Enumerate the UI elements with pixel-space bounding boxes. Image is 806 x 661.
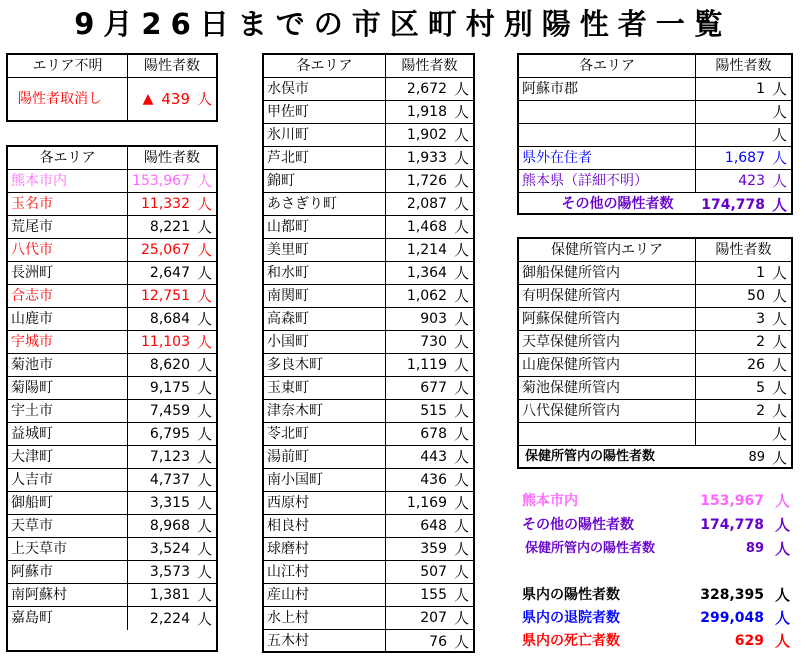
unit-label: 人: [196, 264, 212, 282]
unit-label: 人: [453, 126, 469, 144]
positive-count: 25,067: [141, 242, 190, 258]
unit-label: 人: [771, 172, 787, 190]
area-name: 玉東町: [264, 377, 386, 399]
summary-health-center: 保健所管内の陽性者数 89 人: [525, 540, 790, 558]
positive-count: 76: [429, 633, 447, 650]
table-row: [8, 170, 216, 193]
area-name: 小国町: [264, 331, 386, 353]
table-row: [264, 515, 473, 538]
summary-discharged: 県内の退院者数 299,048 人: [522, 609, 790, 627]
table-row: [8, 400, 216, 423]
table-row: [264, 216, 473, 239]
area-name: 山江村: [264, 561, 386, 583]
unit-label: 人: [771, 80, 787, 98]
area-name: 御船保健所管内: [519, 262, 696, 284]
summary-kumamoto: 熊本市内 153,967 人: [522, 492, 790, 510]
unit-label: 人: [453, 425, 469, 443]
table-row: [264, 101, 473, 124]
positive-count: 1,381: [149, 587, 190, 603]
unit-label: 人: [196, 448, 212, 466]
unit-label: 人: [771, 425, 787, 443]
unit-label: 人: [453, 172, 469, 190]
unit-label: 人: [453, 241, 469, 259]
positive-count: 26: [747, 357, 765, 373]
area-name: 五木村: [264, 630, 386, 653]
positive-count: 648: [420, 518, 447, 534]
unit-label: 人: [196, 333, 212, 351]
column-header-count: 陽性者数: [144, 58, 200, 74]
area-name: 菊池市: [8, 354, 128, 376]
unit-label: 人: [196, 563, 212, 581]
summary-other: その他の陽性者数 174,778 人: [522, 516, 790, 534]
unit-label: 人: [453, 356, 469, 374]
positive-count: 8,221: [149, 219, 190, 235]
area-name: 高森町: [264, 308, 386, 330]
positive-count: 515: [420, 403, 447, 419]
positive-count: 3: [756, 311, 765, 327]
table-row: [519, 331, 791, 354]
area-name: 甲佐町: [264, 101, 386, 123]
positive-count: 1,687: [724, 150, 765, 166]
table-row: [8, 216, 216, 239]
area-name: 水上村: [264, 607, 386, 629]
other-positive-row: [519, 193, 791, 216]
table-row: [264, 607, 473, 630]
positive-count: 2,647: [149, 265, 190, 281]
column-header-count: 陽性者数: [715, 58, 772, 74]
positive-count: 1,119: [406, 357, 447, 373]
table-row: [8, 262, 216, 285]
area-table-2-header: [264, 55, 473, 78]
area-name: 玉名市: [8, 193, 128, 215]
positive-count: 730: [420, 334, 447, 350]
table-row: [264, 538, 473, 561]
positive-count: 207: [420, 610, 447, 626]
health-center-total-row: [519, 446, 791, 469]
unit-label: 人: [196, 379, 212, 397]
area-name: 熊本市内: [8, 170, 128, 192]
area-name: 菊陽町: [8, 377, 128, 399]
table-row: [519, 78, 791, 101]
unit-label: 人: [453, 80, 469, 98]
area-name: 湯前町: [264, 446, 386, 468]
unit-label: 人: [771, 402, 787, 420]
area-name: 球磨村: [264, 538, 386, 560]
area-name: 合志市: [8, 285, 128, 307]
table-row: [264, 147, 473, 170]
area-name: 南阿蘇村: [8, 584, 128, 606]
area-name: 苓北町: [264, 423, 386, 445]
positive-count: 50: [747, 288, 765, 304]
unit-label: 人: [196, 287, 212, 305]
table-row: [264, 170, 473, 193]
positive-count: 1,933: [406, 150, 447, 166]
summary-positive: 県内の陽性者数 328,395 人: [522, 586, 790, 604]
positive-count: 1,918: [406, 104, 447, 120]
table-row: [8, 538, 216, 561]
positive-count: 507: [420, 564, 447, 580]
area-name: 産山村: [264, 584, 386, 606]
unit-label: 人: [196, 425, 212, 443]
table-row: [264, 308, 473, 331]
table-row: [519, 101, 791, 124]
table-row: [264, 584, 473, 607]
table-row: [264, 469, 473, 492]
unit-label: 人: [771, 356, 787, 374]
unit-label: 人: [196, 494, 212, 512]
positive-count: 3,573: [149, 564, 190, 580]
positive-count: 8,968: [149, 518, 190, 534]
area-name: 嘉島町: [8, 607, 128, 630]
area-name: 阿蘇市郡: [519, 78, 696, 100]
column-header-area: 各エリア: [519, 55, 696, 77]
table-row: [519, 308, 791, 331]
positive-count: 2,672: [406, 81, 447, 97]
table-row: [519, 124, 791, 147]
cancelled-positive-label: 陽性者取消し: [8, 78, 128, 121]
area-name: 西原村: [264, 492, 386, 514]
table-row: [8, 515, 216, 538]
unknown-area-header: [8, 55, 216, 78]
area-name: 上天草市: [8, 538, 128, 560]
table-row: [264, 561, 473, 584]
positive-count: 1,726: [406, 173, 447, 189]
table-row: [519, 377, 791, 400]
table-row: [8, 354, 216, 377]
area-name: あさぎり町: [264, 193, 386, 215]
positive-count: 12,751: [141, 288, 190, 304]
positive-count: 155: [420, 587, 447, 603]
table-row: [8, 308, 216, 331]
table-row: [264, 124, 473, 147]
unit-label: 人: [453, 264, 469, 282]
positive-count: 2,087: [406, 196, 447, 212]
table-row: [519, 170, 791, 193]
table-row: [519, 423, 791, 446]
area-name: 芦北町: [264, 147, 386, 169]
unit-label: 人: [196, 218, 212, 236]
positive-count: 7,459: [149, 403, 190, 419]
positive-count: 2: [756, 334, 765, 350]
column-header-area: エリア不明: [8, 55, 128, 77]
unit-label: 人: [771, 333, 787, 351]
table-row: [519, 400, 791, 423]
table-row: [264, 377, 473, 400]
table-row: [519, 147, 791, 170]
unit-label: 人: [771, 448, 787, 467]
positive-count: 436: [420, 472, 447, 488]
unit-label: 人: [453, 632, 469, 651]
table-row: [519, 285, 791, 308]
area-name: 多良木町: [264, 354, 386, 376]
area-name: 山都町: [264, 216, 386, 238]
positive-count: 6,795: [149, 426, 190, 442]
area-table-1-header: [8, 147, 216, 170]
area-name: 宇土市: [8, 400, 128, 422]
area-name: 熊本県（詳細不明）: [519, 170, 696, 192]
column-header-area: 各エリア: [264, 55, 386, 77]
table-row: [8, 423, 216, 446]
other-positive-value: 174,778: [701, 196, 765, 213]
table-row: [8, 377, 216, 400]
column-header-area: 各エリア: [8, 147, 128, 169]
unit-label: 人: [453, 609, 469, 627]
positive-count: 678: [420, 426, 447, 442]
area-name: 水俣市: [264, 78, 386, 100]
positive-count: 1,062: [406, 288, 447, 304]
area-name: 御船町: [8, 492, 128, 514]
positive-count: 1: [756, 265, 765, 281]
unit-label: 人: [196, 90, 212, 108]
table-row: [264, 423, 473, 446]
unit-label: 人: [196, 586, 212, 604]
column-header-count: 陽性者数: [144, 150, 200, 166]
health-center-table: [517, 237, 793, 469]
unknown-area-row: [8, 78, 216, 121]
area-name: 天草市: [8, 515, 128, 537]
area-name: [519, 101, 696, 123]
triangle-icon: ▲: [142, 91, 154, 107]
area-name: 大津町: [8, 446, 128, 468]
area-table-3: [517, 53, 793, 215]
unit-label: 人: [453, 448, 469, 466]
area-table-2: [262, 53, 475, 653]
area-name: 菊池保健所管内: [519, 377, 696, 399]
area-name: 荒尾市: [8, 216, 128, 238]
area-name: 相良村: [264, 515, 386, 537]
unit-label: 人: [771, 287, 787, 305]
positive-count: 4,737: [149, 472, 190, 488]
table-row: [264, 400, 473, 423]
unit-label: 人: [453, 103, 469, 121]
column-header-area: 保健所管内エリア: [519, 239, 696, 261]
summary-deaths: 県内の死亡者数 629 人: [522, 632, 790, 650]
positive-count: 1,214: [406, 242, 447, 258]
table-row: [8, 607, 216, 630]
unit-label: 人: [196, 356, 212, 374]
positive-count: 1,902: [406, 127, 447, 143]
positive-count: 2,224: [149, 610, 190, 627]
area-name: 天草保健所管内: [519, 331, 696, 353]
area-name: 長洲町: [8, 262, 128, 284]
positive-count: 8,684: [149, 311, 190, 327]
table-row: [264, 446, 473, 469]
positive-count: 7,123: [149, 449, 190, 465]
area-name: 有明保健所管内: [519, 285, 696, 307]
health-center-total-label: 保健所管内の陽性者数: [525, 449, 656, 464]
area-name: 和水町: [264, 262, 386, 284]
health-center-header: [519, 239, 791, 262]
positive-count: 5: [756, 380, 765, 396]
column-header-count: 陽性者数: [401, 58, 458, 74]
unit-label: 人: [453, 517, 469, 535]
area-name: 阿蘇市: [8, 561, 128, 583]
positive-count: 1,468: [406, 219, 447, 235]
table-row: [8, 584, 216, 607]
table-row: [8, 561, 216, 584]
unit-label: 人: [453, 310, 469, 328]
area-name: 津奈木町: [264, 400, 386, 422]
table-row: [264, 331, 473, 354]
unit-label: 人: [453, 494, 469, 512]
table-row: [8, 331, 216, 354]
unit-label: 人: [453, 379, 469, 397]
table-row: [264, 239, 473, 262]
positive-count: 3,524: [149, 541, 190, 557]
table-row: [264, 262, 473, 285]
unit-label: 人: [196, 540, 212, 558]
positive-count: 8,620: [149, 357, 190, 373]
table-row: [8, 446, 216, 469]
area-name: 南関町: [264, 285, 386, 307]
unit-label: 人: [453, 471, 469, 489]
positive-count: 1: [756, 81, 765, 97]
unit-label: 人: [196, 517, 212, 535]
unit-label: 人: [453, 540, 469, 558]
other-positive-label: その他の陽性者数: [561, 196, 674, 212]
unit-label: 人: [453, 218, 469, 236]
positive-count: 1,169: [406, 495, 447, 511]
positive-count: 3,315: [149, 495, 190, 511]
area-name: 山鹿市: [8, 308, 128, 330]
unit-label: 人: [771, 379, 787, 397]
area-name: 南小国町: [264, 469, 386, 491]
unit-label: 人: [771, 103, 787, 121]
health-center-total-value: 89: [748, 449, 765, 465]
table-row: [264, 78, 473, 101]
unit-label: 人: [196, 609, 212, 628]
area-name: 益城町: [8, 423, 128, 445]
positive-count: 9,175: [149, 380, 190, 396]
table-row: [264, 630, 473, 653]
table-row: [8, 193, 216, 216]
unit-label: 人: [453, 563, 469, 581]
area-name: 錦町: [264, 170, 386, 192]
unit-label: 人: [771, 126, 787, 144]
positive-count: 1,364: [406, 265, 447, 281]
area-name: 県外在住者: [519, 147, 696, 169]
table-row: [264, 492, 473, 515]
unit-label: 人: [771, 264, 787, 282]
area-name: [519, 423, 696, 445]
table-row: [8, 239, 216, 262]
area-table-1: [6, 145, 218, 652]
area-name: 山鹿保健所管内: [519, 354, 696, 376]
table-row: [519, 354, 791, 377]
unit-label: 人: [196, 172, 212, 190]
positive-count: 423: [738, 173, 765, 189]
unknown-area-table: [6, 53, 218, 122]
positive-count: 11,103: [141, 334, 190, 350]
page-title: 9月26日までの市区町村別陽性者一覧: [74, 7, 732, 41]
unit-label: 人: [453, 586, 469, 604]
positive-count: 359: [420, 541, 447, 557]
unit-label: 人: [453, 287, 469, 305]
area-name: 人吉市: [8, 469, 128, 491]
unit-label: 人: [771, 149, 787, 167]
unit-label: 人: [196, 195, 212, 213]
table-row: [8, 492, 216, 515]
unit-label: 人: [453, 195, 469, 213]
area-name: 阿蘇保健所管内: [519, 308, 696, 330]
area-name: 宇城市: [8, 331, 128, 353]
area-name: 美里町: [264, 239, 386, 261]
unit-label: 人: [453, 333, 469, 351]
unit-label: 人: [196, 241, 212, 259]
area-name: 八代市: [8, 239, 128, 261]
area-name: 八代保健所管内: [519, 400, 696, 422]
positive-count: 677: [420, 380, 447, 396]
positive-count: 903: [420, 311, 447, 327]
unit-label: 人: [771, 195, 787, 214]
cancelled-positive-value: 439: [161, 90, 190, 108]
positive-count: 443: [420, 449, 447, 465]
unit-label: 人: [196, 310, 212, 328]
unit-label: 人: [196, 402, 212, 420]
area-name: 氷川町: [264, 124, 386, 146]
positive-count: 2: [756, 403, 765, 419]
unit-label: 人: [453, 149, 469, 167]
table-row: [264, 193, 473, 216]
positive-count: 153,967: [132, 173, 190, 189]
table-row: [519, 262, 791, 285]
table-row: [264, 354, 473, 377]
unit-label: 人: [453, 402, 469, 420]
unit-label: 人: [196, 471, 212, 489]
table-row: [8, 285, 216, 308]
table-row: [8, 469, 216, 492]
column-header-count: 陽性者数: [715, 242, 772, 258]
unit-label: 人: [771, 310, 787, 328]
area-table-3-header: [519, 55, 791, 78]
table-row: [264, 285, 473, 308]
area-name: [519, 124, 696, 146]
positive-count: 11,332: [141, 196, 190, 212]
